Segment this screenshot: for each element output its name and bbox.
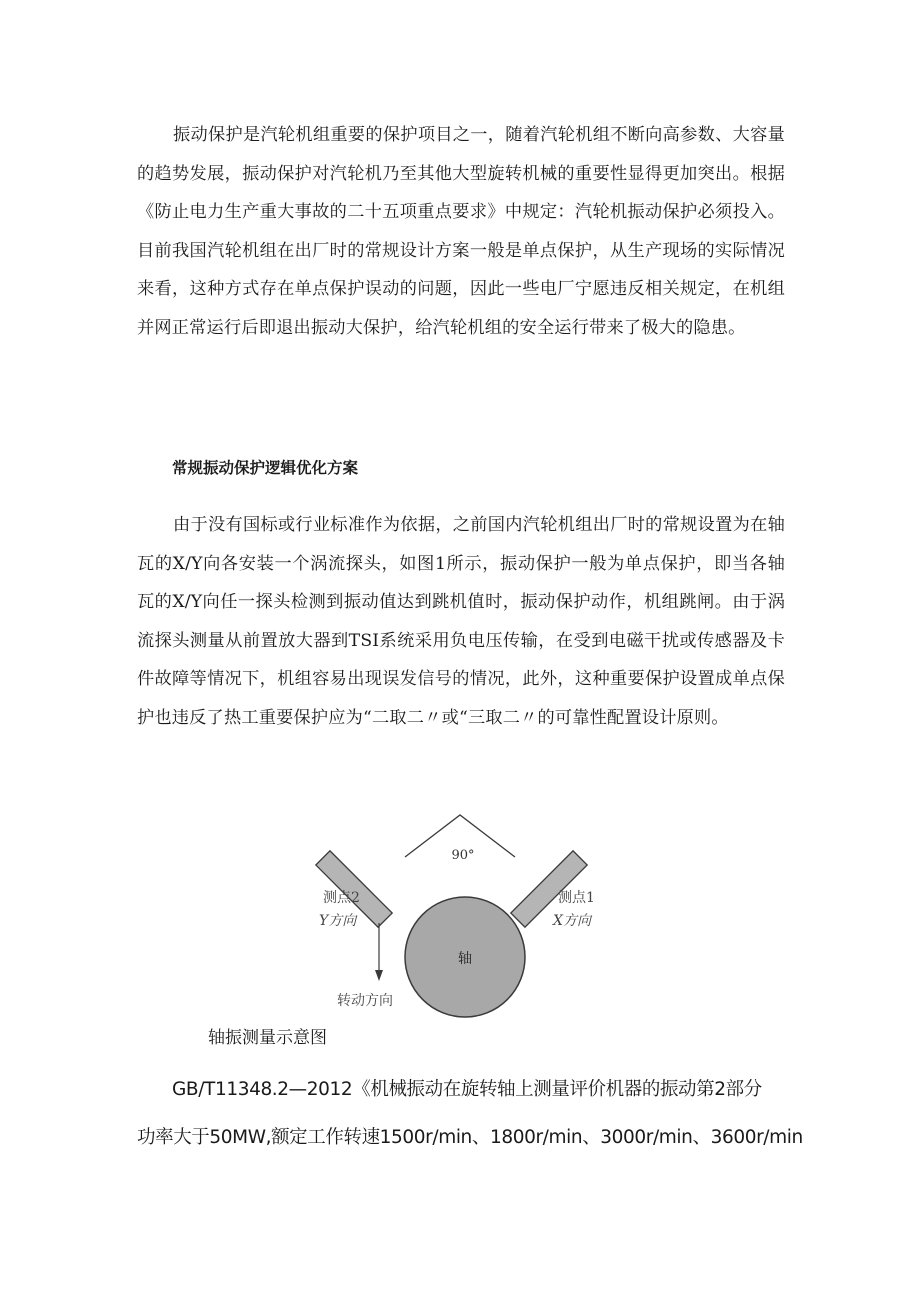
intro-paragraph: 振动保护是汽轮机组重要的保护项目之一，随着汽轮机组不断向高参数、大容量的趋势发展，振动保护对汽轮机乃至其他大型旋转机械的重要性显得更加突出。根据《防止电力生产重大事故的二十五项重点要求》中规定：汽轮机振动保护必须投入。目前我国汽轮机组在出厂时的常规设计方案一般是单点保护，从生产现场的实际情况来看，这种方式存在单点保护误动的问题，因此一些电厂宁愿违反相关规定，在机组并网正常运行后即退出振动大保护，给汽轮机组的安全运行带来了极大的隐患。 xyxy=(137,125,785,338)
diagram-svg xyxy=(315,805,615,1025)
shaft-label: 轴 xyxy=(458,951,472,967)
standard-line-1: GB/T11348.2—2012《机械振动在旋转轴上测量评价机器的振动第2部分 xyxy=(172,1079,762,1100)
section-paragraph: 由于没有国标或行业标准作为依据，之前国内汽轮机组出厂时的常规设置为在轴瓦的X/Y向各安装一个涡流探头，如图1所示，振动保护一般为单点保护，即当各轴瓦的X/Y向任一探头检测到振动值达到跳机值时，振动保护动作，机组跳闸。由于涡流探头测量从前置放大器到TSI系统采用负电压传输，在受到电磁干扰或传感器及卡件故障等情况下，机组容易出现误发信号的情况，此外，这种重要保护设置成单点保护也违反了热工重要保护应为“二取二〃或“三取二〃的可靠性配置设计原则。 xyxy=(137,515,785,728)
probe2-label-line1: 测点2 xyxy=(323,890,360,906)
figure-caption: 轴振测量示意图 xyxy=(208,1028,327,1048)
standard-line-2: 功率大于50MW,额定工作转速1500r/min、1800r/min、3000r/min、3600r/min xyxy=(137,1127,803,1148)
section-heading: 常规振动保护逻辑优化方案 xyxy=(172,459,359,477)
shaft-vibration-diagram xyxy=(315,805,615,1025)
probe1-label-line1: 测点1 xyxy=(558,890,595,906)
angle-label: 90° xyxy=(451,848,475,863)
probe2-label-line2: Y方向 xyxy=(319,913,357,929)
probe1-label-line2: X方向 xyxy=(553,913,591,929)
rotation-arrow-head xyxy=(375,970,383,981)
rotation-label: 转动方向 xyxy=(337,993,393,1009)
